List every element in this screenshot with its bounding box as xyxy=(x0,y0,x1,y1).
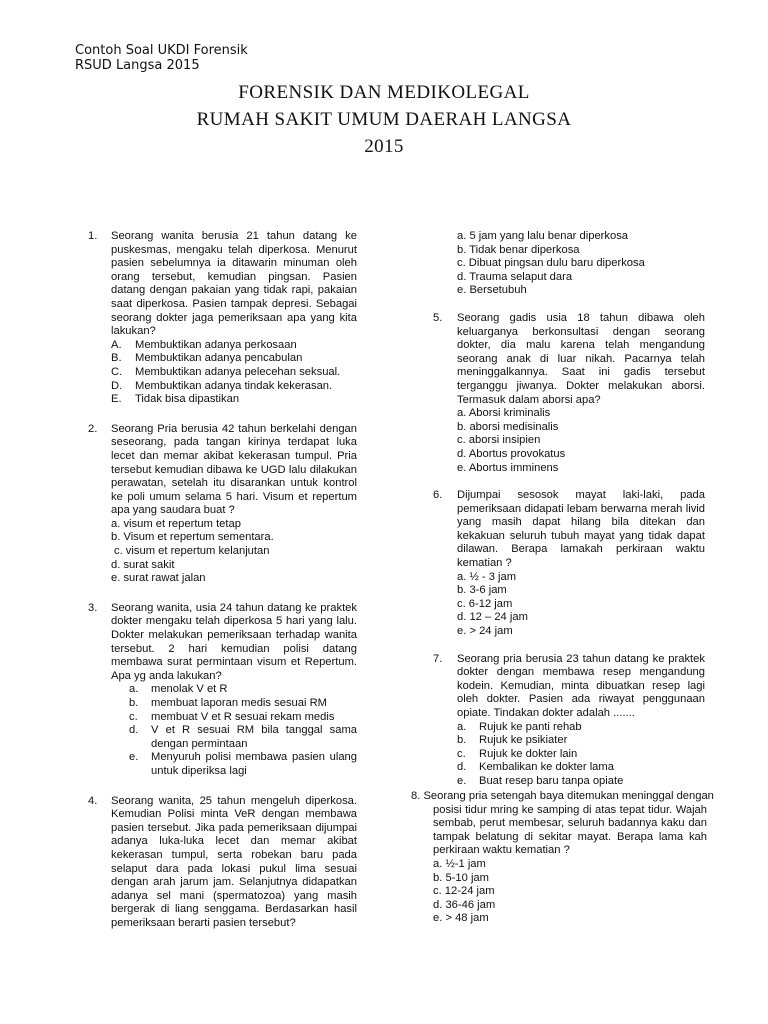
doc-header-line1: Contoh Soal UKDI Forensik xyxy=(75,43,248,58)
option-d: d. surat sakit xyxy=(111,558,175,571)
question-4 xyxy=(85,795,357,931)
doc-header-line2: RSUD Langsa 2015 xyxy=(75,58,200,73)
option-a: a. Rujuk ke panti rehab xyxy=(457,720,582,733)
question-stem: Seorang wanita, 25 tahun mengeluh diperkosa. Kemudian Polisi minta VeR dengan membawa pasien tersebut. Jika pada pemeriksaan dijumpai adanya luka-luka lecet dan memar akibat kekerasan tumpul, serta robekan baru pada selaput dara pada lokasi pukul lima sesuai dengan arah jarum jam. Selanjutnya didapatkan adanya sel mani (spermatozoa) yang masih bergerak di liang senggama. Berdasarkan hasil pemeriksaan berarti pasien tersebut? xyxy=(111,794,357,929)
option-d: d. V et R sesuai RM bila tanggal sama dengan permintaan xyxy=(129,724,357,750)
option-a: a. visum et repertum tetap xyxy=(111,517,241,530)
option-b: b. Rujuk ke psikiater xyxy=(457,734,568,747)
title-line1: FORENSIK DAN MEDIKOLEGAL xyxy=(238,82,530,103)
option-c: c. Rujuk ke dokter lain xyxy=(457,747,578,760)
question-stem: Seorang pria berusia 23 tahun datang ke praktek dokter dengan membawa resep mengandung kodein. Kemudian, minta dibuatkan resep lagi oleh dokter. Pasien ada riwayat penggunaan opiate. Tindakan dokter adalah ....... xyxy=(457,652,705,719)
option-a: a. ½ - 3 jam xyxy=(457,570,517,583)
question-stem: Seorang wanita berusia 21 tahun datang ke puskesmas, mengaku telah diperkosa. Menurut pasien sebelumnya ia ditawarin minuman oleh orang tersebut, kemudian pingsan. Pasien datang dengan pakaian yang tidak rapi, pakaian saat diperkosa. Pasien tampak depresi. Sebagai seorang dokter jaga pemeriksaan apa yang kita lakukan? xyxy=(111,230,357,338)
option-e: e. Bersetubuh xyxy=(457,284,527,297)
question-number: 5. xyxy=(433,311,443,324)
option-e: e. Abortus imminens xyxy=(457,461,559,474)
option-c: c. Dibuat pingsan dulu baru diperkosa xyxy=(457,257,645,270)
option-a: a. Aborsi kriminalis xyxy=(457,407,551,420)
question-stem: Seorang Pria berusia 42 tahun berkelahi dengan seseorang, pada tangan kirinya terdapat luka lecet dan memar akibat kekerasan tumpul. Pria tersebut kemudian dibawa ke UGD lalu dilakukan perawatan, setelah itu disarankan untuk kontrol ke poli umum selama 5 hari. Visum et repertum apa yang saudara buat ? xyxy=(111,422,357,517)
question-number: 4. xyxy=(88,794,98,807)
title-year: 2015 xyxy=(364,136,404,157)
option-b: b. 3-6 jam xyxy=(457,584,507,597)
option-b: b. Visum et repertum sementara. xyxy=(111,531,274,544)
option-b: b. Tidak benar diperkosa xyxy=(457,243,580,256)
right-column xyxy=(433,230,705,789)
question-3 xyxy=(85,602,357,684)
question-lead: 8. Seorang pria setengah baya ditemukan meninggal dengan xyxy=(411,790,714,802)
title-line2: RUMAH SAKIT UMUM DAERAH LANGSA xyxy=(196,109,572,130)
option-e: e. Menyuruh polisi membawa pasien ulang untuk diperiksa lagi xyxy=(129,751,357,777)
question-1 xyxy=(85,230,357,339)
option-e: E. Tidak bisa dipastikan xyxy=(111,393,240,406)
option-c: c. 12-24 jam xyxy=(433,885,495,898)
question-stem: Seorang wanita, usia 24 tahun datang ke praktek dokter mengaku telah diperkosa 5 hari yang lalu. Dokter melakukan pemeriksaan terhadap wanita tersebut. 2 hari kemudian polisi datang membawa surat permintaan visum et Repertum. Apa yg anda lakukan? xyxy=(111,601,357,682)
option-d: d. Kembalikan ke dokter lama xyxy=(457,761,614,774)
question-number: 1. xyxy=(88,230,98,242)
question-number: 3. xyxy=(88,601,98,614)
option-d: d. Trauma selaput dara xyxy=(457,270,573,283)
question-stem: posisi tidur mring ke samping di atas tepat tidur. Wajah sembab, perut membesar, seluruh badannya kaku dan tampak belatung di sekitar mayat. Berapa lama kah perkiraan waktu kematian ? xyxy=(433,803,707,857)
option-c: c. membuat V et R sesuai rekam medis xyxy=(129,710,335,723)
option-d: d. Abortus provokatus xyxy=(457,447,566,460)
question-6 xyxy=(433,489,705,571)
option-b: b. 5-10 jam xyxy=(433,871,489,884)
option-a: A. Membuktikan adanya perkosaan xyxy=(111,338,297,351)
left-column xyxy=(85,230,357,931)
option-b: B. Membuktikan adanya pencabulan xyxy=(111,352,303,365)
option-d: d. 12 – 24 jam xyxy=(457,611,528,624)
option-a: a. 5 jam yang lalu benar diperkosa xyxy=(457,230,629,242)
option-c: c. 6-12 jam xyxy=(457,597,513,610)
option-e: e. Buat resep baru tanpa opiate xyxy=(457,774,624,787)
option-d: D. Membuktikan adanya tindak kekerasan. xyxy=(111,379,333,392)
option-e: e. > 48 jam xyxy=(433,912,489,925)
question-number: 6. xyxy=(433,489,443,502)
option-a: a. menolak V et R xyxy=(129,683,228,696)
question-4-options xyxy=(433,230,705,298)
question-number: 7. xyxy=(433,652,443,665)
question-7 xyxy=(433,653,705,721)
question-stem: Dijumpai sesosok mayat laki-laki, pada pemeriksaan didapati lebam berwarna merah livid yang masih dapat hilang bila ditekan dan kekakuan seluruh tubuh mayat yang tidak dapat dilawan. Berapa lamakah perkiraan waktu kematian ? xyxy=(457,489,705,570)
option-a: a. ½-1 jam xyxy=(433,857,486,870)
option-c: c. visum et repertum kelanjutan xyxy=(114,545,270,558)
question-8 xyxy=(411,790,714,926)
option-c: c. aborsi insipien xyxy=(457,434,541,447)
option-c: C. Membuktikan adanya pelecehan seksual. xyxy=(111,365,341,378)
question-stem: Seorang gadis usia 18 tahun dibawa oleh keluarganya berkonsultasi dengan seorang dokter, dia malu karena telah mengandung seorang anak di luar nikah. Pacarnya telah meninggalkannya. Saat ini gadis tersebut terganggu jiwanya. Dokter melakukan aborsi. Termasuk dalam aborsi apa? xyxy=(457,311,705,406)
option-b: b. membuat laporan medis sesuai RM xyxy=(129,697,327,709)
question-2 xyxy=(85,423,357,518)
option-e: e. > 24 jam xyxy=(457,625,513,638)
option-e: e. surat rawat jalan xyxy=(111,572,206,585)
question-number: 2. xyxy=(88,422,98,435)
option-b: b. aborsi medisinalis xyxy=(457,420,559,433)
option-d: d. 36-46 jam xyxy=(433,898,496,911)
question-5 xyxy=(433,312,705,407)
